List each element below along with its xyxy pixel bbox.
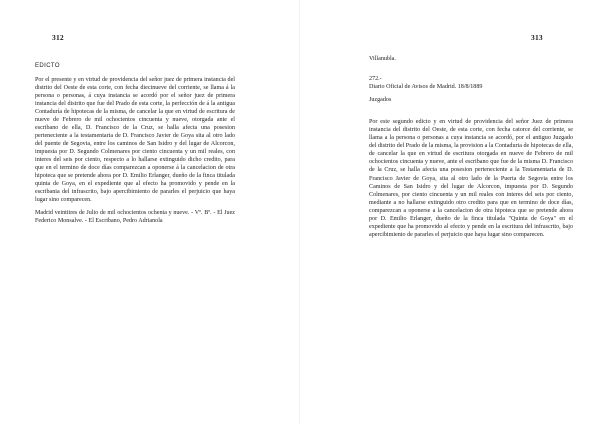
page-number-left: 312: [52, 33, 64, 42]
edict-body-paragraph: Por el presente y en virtud de providencia del señor juez de primera instancia del distrito del Oeste de esta corte, con fecha diecinueve del corriente, se llama á la persona o personas, á cuya instancia se acordó por el señor juez de primera instancia del distrito que fue del Prado de esta corte, la perfección de á la antigua Contaduría de hipotecas de la misma, de cancelar la que en virtud de escritura de nueve de Febrero de mil ochocientos cincuenta y nueve, otorgada ante el escribano de ella, D. Francisco de la Cruz, se halla afecta una posesion perteneciente a la testamentaria de D. Francisco Javier de Goya sita al otro lado del puente de Segovia, entre los caminos de San Isidro y del lugar de Alcorcon, impuesta por D. Segundo Colmenares por ciento cincuenta y un mil reales, con interes del seis por ciento, respecto a lo hallarse extinguido dicho credito, para que en el termino de doce días comparezcan a oponerse á la cancelacion de otra hipoteca que se pretende ahora por D. Emilio Erlanger, dueño de la finca titulada quinta de Goya, en el expediente que al efecto ha promovido y pende en la escribania del infrascrito, bajo apercibimiento de pararles el perjuicio que haya lugar sino comparecen.: [35, 76, 235, 204]
place-line: Villanubla.: [369, 56, 396, 62]
source-citation: Diario Oficial de Avisos de Madrid. 18/8/1889: [369, 84, 483, 91]
page-number-right: 313: [531, 33, 543, 42]
entry-number: 272.-: [369, 76, 382, 83]
section-label: Juzgados: [369, 97, 392, 104]
left-text-column: [35, 62, 235, 225]
right-text-column: [369, 55, 573, 239]
edict-signature-paragraph: Madrid veintitres de Julio de mil ochocientos ochenta y nueve. - Vº. Bº. - El Juez Federico Monsalve. - El Escribano, Pedro Adrianola: [35, 210, 235, 225]
edict-heading: EDICTO: [35, 63, 60, 69]
notice-body-paragraph: Por este segundo edicto y en virtud de providencia del señor Juez de primera instancia del distrito del Oeste, de esta corte, con fecha catorce del corriente, se llama a la persona o personas a cuya instancia se acordó, por el antiguo Juzgado del distrito del Prado de la misma, la provision a la Contaduria de hipotecas de ella, de cancelar la que en virtud de escritura otorgada en nueve de Febrero de mil ochocientos cincuenta y nueve, ante el escribano que fue de la misma D. Francisco de la Cruz, se halla afecta una posesion perteneciente a la Testamentaria de D. Francisco Javier de Goya, sita al otro lado de la Puerta de Segovia entre los Caminos de San Isidro y del lugar de Alcorcon, impuesta por D. Segundo Colmenares, por ciento cincuenta y un mil reales con interes del seis por ciento, mediante a no hallarse extinguido otro credito para que en termino de doce días, comparezcan a oponerse a la cancelacion de otra hipoteca que se pretende ahora por D. Emilio Erlanger, dueño de la finca titulada "Quinta de Goya" en el expediente que ha promovido al efecto y pende en la escritura del infrascrito, bajo apercibimiento de pararles el perjuicio que haya lugar sino comparecen.: [369, 119, 573, 238]
right-page: [300, 0, 600, 424]
